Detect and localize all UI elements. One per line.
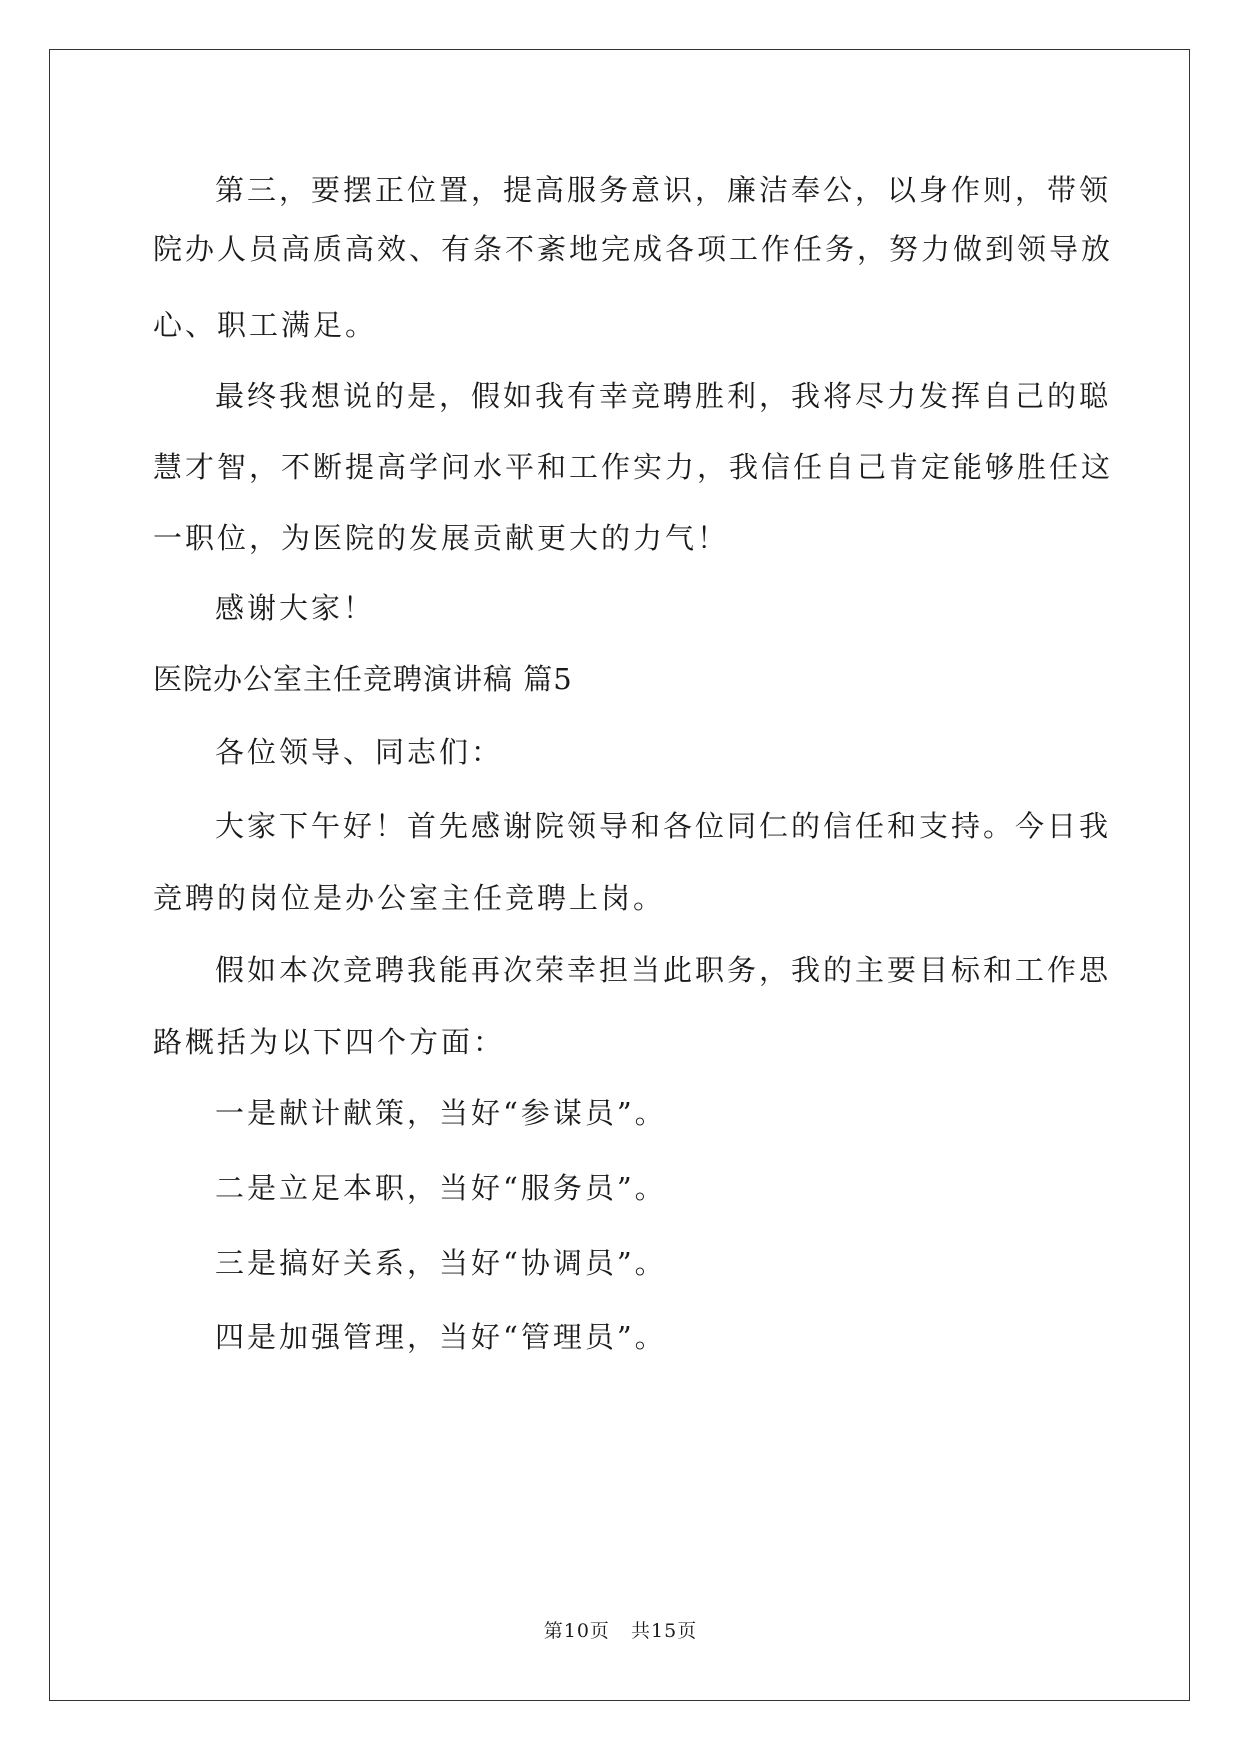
paragraph-line: 心、职工满足。 bbox=[153, 308, 378, 342]
paragraph-line: 路概括为以下四个方面： bbox=[153, 1025, 506, 1059]
paragraph-line: 最终我想说的是，假如我有幸竞聘胜利，我将尽力发挥自己的聪 bbox=[215, 379, 1112, 413]
paragraph-line: 慧才智，不断提高学问水平和工作实力，我信任自己肯定能够胜任这 bbox=[153, 450, 1114, 484]
paragraph-line: 大家下午好！首先感谢院领导和各位同仁的信任和支持。今日我 bbox=[215, 809, 1112, 843]
paragraph-line: 一职位，为医院的发展贡献更大的力气！ bbox=[153, 521, 730, 555]
list-item: 二是立足本职，当好“服务员”。 bbox=[215, 1171, 667, 1205]
paragraph-line: 竞聘的岗位是办公室主任竞聘上岗。 bbox=[153, 881, 666, 915]
paragraph-line: 第三，要摆正位置，提高服务意识，廉洁奉公，以身作则，带领 bbox=[215, 173, 1112, 207]
salutation-line: 各位领导、同志们： bbox=[215, 735, 504, 769]
list-item: 三是搞好关系，当好“协调员”。 bbox=[215, 1246, 667, 1280]
list-item: 四是加强管理，当好“管理员”。 bbox=[215, 1320, 667, 1354]
page-number-footer: 第10页 共15页 bbox=[543, 1620, 698, 1642]
list-item: 一是献计献策，当好“参谋员”。 bbox=[215, 1096, 667, 1130]
paragraph-line: 院办人员高质高效、有条不紊地完成各项工作任务，努力做到领导放 bbox=[153, 232, 1114, 266]
paragraph-line: 假如本次竞聘我能再次荣幸担当此职务，我的主要目标和工作思 bbox=[215, 953, 1112, 987]
closing-line: 感谢大家！ bbox=[215, 591, 376, 625]
section-heading: 医院办公室主任竞聘演讲稿 篇5 bbox=[153, 662, 573, 696]
